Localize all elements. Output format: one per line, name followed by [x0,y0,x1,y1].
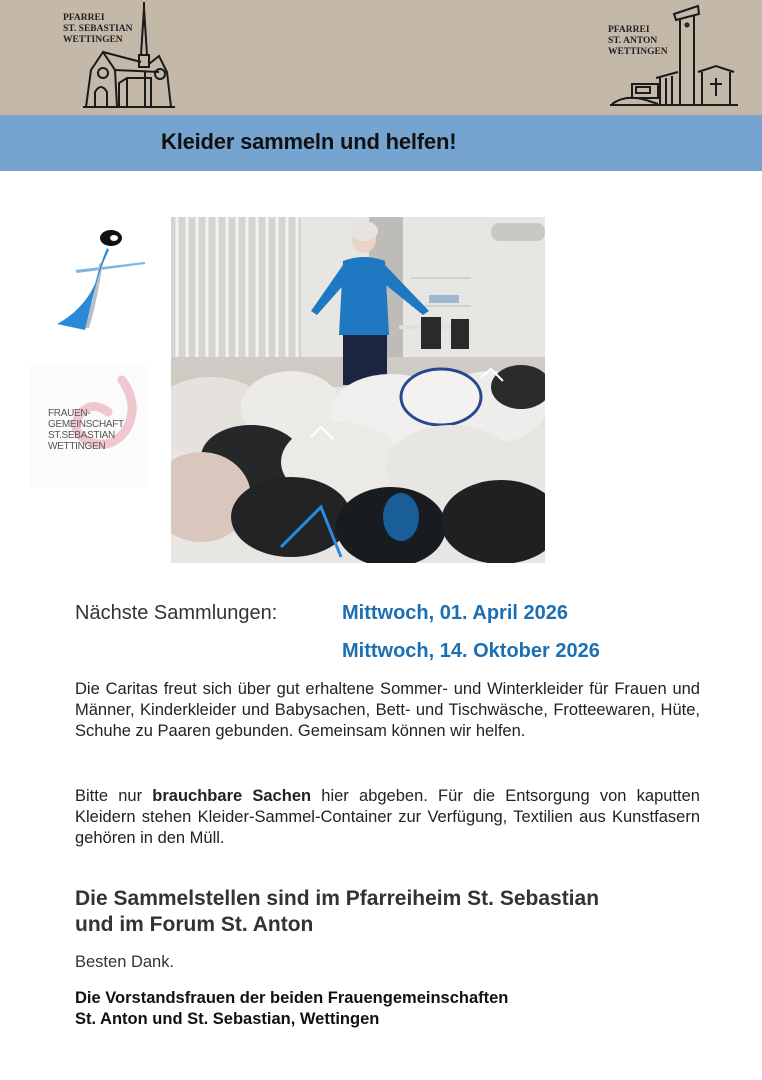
signature-line-2: St. Anton und St. Sebastian, Wettingen [75,1010,380,1028]
frauengemeinschaft-text [48,408,124,452]
logo-pfarrei-st-anton [600,0,740,112]
logo-anton-text [608,25,668,58]
logo-pfarrei-st-sebastian [55,0,185,112]
title-band [0,115,762,171]
donation-photo [171,217,545,563]
frauen-line-2: GEMEINSCHAFT [48,419,124,430]
logo-sebastian-line-1: PFARREI [63,13,105,23]
page-title: Kleider sammeln und helfen! [161,129,457,154]
locations-line-2: und im Forum St. Anton [75,913,314,936]
instructions-text-1: Bitte nur [75,787,153,805]
logo-sebastian-line-2: ST. SEBASTIAN [63,24,133,34]
caritas-emblem [45,222,150,332]
instructions-bold-text: brauchbare Sachen [152,787,312,805]
caritas-figure-icon [45,222,150,332]
next-collections-label: Nächste Sammlungen: [75,602,278,624]
logo-anton-line-3: WETTINGEN [608,47,668,57]
frauen-line-3: ST.SEBASTIAN [48,430,115,441]
logo-anton-line-1: PFARREI [608,25,650,35]
signature-line-1: Die Vorstandsfrauen der beiden Frauengemeinschaften [75,989,509,1007]
collection-date-1: Mittwoch, 01. April 2026 [342,602,568,624]
collection-locations-heading [75,886,715,938]
thanks-text: Besten Dank. [75,953,175,971]
signature [75,988,508,1030]
logo-sebastian-text [63,13,133,46]
frauengemeinschaft-logo [30,366,148,488]
clothing-bags-photo-image [171,217,545,563]
instructions-text-2: hier abgeben. Für die Entsorgung von kaputten Kleidern stehen Kleider-Sammel-Container zur Verfügung, Textilien aus Kunstfasern gehören in den Müll. [75,787,700,847]
caritas-paragraph: Die Caritas freut sich über gut erhaltene Sommer- und Winterkleider für Frauen und Männer, Kinderkleider und Babysachen, Bett- und Tischwäsche, Frotteewaren, Hüte, Schuhe zu Paaren gebunden. Gemeinsam können wir helfen. [75,680,700,740]
collection-date-2: Mittwoch, 14. Oktober 2026 [342,640,600,662]
logo-sebastian-line-3: WETTINGEN [63,35,123,45]
locations-line-1: Die Sammelstellen sind im Pfarreiheim St. Sebastian [75,887,600,910]
header-band [0,0,762,115]
frauen-line-4: WETTINGEN [48,441,106,452]
frauen-line-1: FRAUEN- [48,408,91,419]
instructions-paragraph [75,786,700,849]
logo-anton-line-2: ST. ANTON [608,36,658,46]
